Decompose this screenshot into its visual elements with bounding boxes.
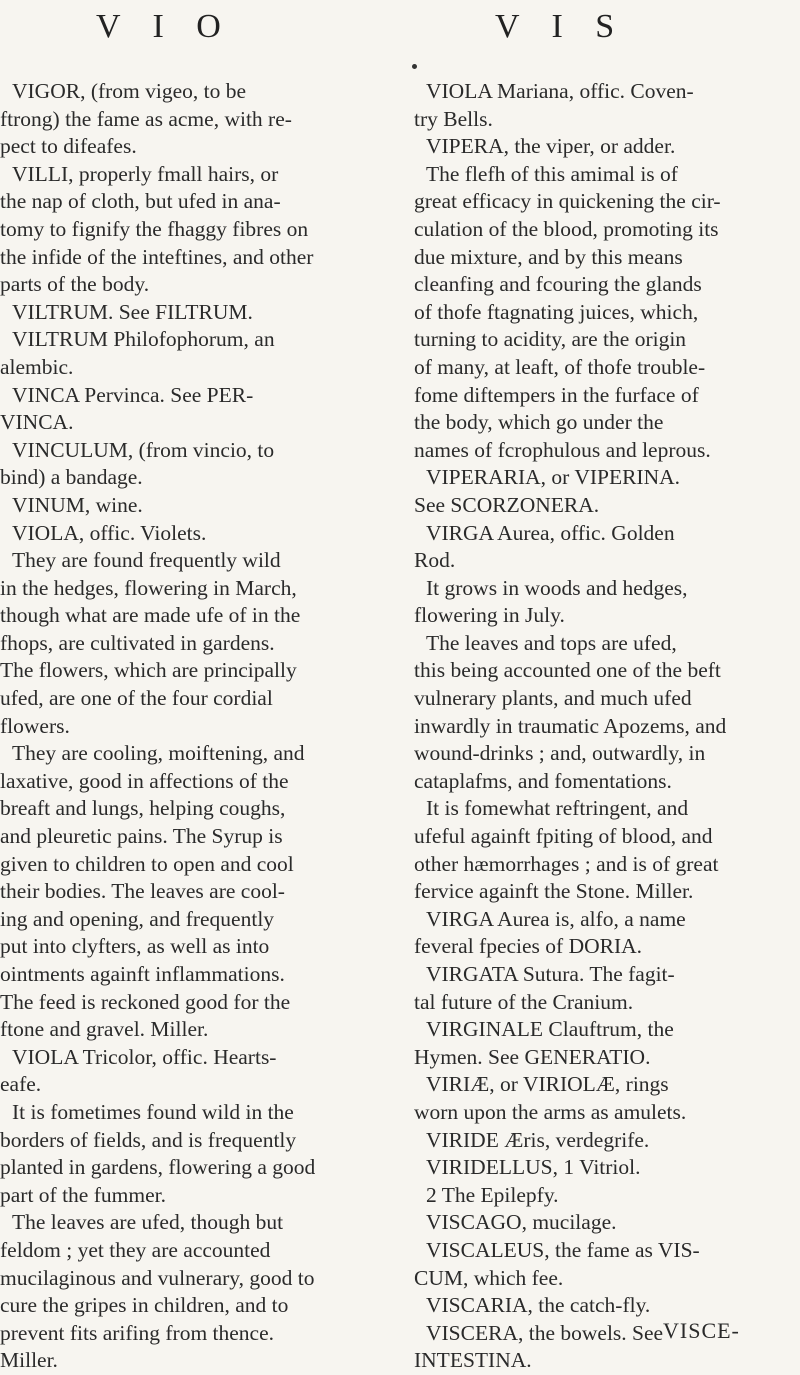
- text-line: VIRIDELLUS, 1 Vitriol.: [426, 1155, 641, 1180]
- running-head-right: V I S: [495, 8, 627, 45]
- running-head-left: V I O: [96, 8, 233, 45]
- text-line: VIPERA, the viper, or adder.: [426, 134, 676, 159]
- text-line: pect to difeafes.: [0, 134, 137, 159]
- text-line: The leaves are ufed, though but: [12, 1210, 284, 1235]
- text-line: prevent fits arifing from thence.: [0, 1320, 275, 1345]
- text-line: the body, which go under the: [414, 410, 664, 435]
- text-line: cure the gripes in children, and to: [0, 1293, 289, 1318]
- text-line: VINCA Pervinca. See PER-: [12, 382, 254, 407]
- text-line: VILTRUM. See FILTRUM.: [12, 299, 253, 324]
- text-line: bind) a bandage.: [0, 465, 143, 490]
- text-line: VIRGA Aurea, offic. Golden: [426, 520, 675, 545]
- text-line: VINCULUM, (from vincio, to: [12, 437, 275, 462]
- text-line: VIRIDE Æris, verdegrife.: [426, 1127, 650, 1152]
- text-line: Miller.: [0, 1348, 58, 1373]
- text-line: ing and opening, and frequently: [0, 906, 275, 931]
- text-line: VIRIÆ, or VIRIOLÆ, rings: [426, 1072, 669, 1097]
- text-line: The flowers, which are principally: [0, 658, 297, 683]
- left-column: [0, 78, 384, 1375]
- text-line: See SCORZONERA.: [414, 492, 600, 517]
- text-line: VIOLA Tricolor, offic. Hearts-: [12, 1044, 277, 1069]
- text-line: VIOLA, offic. Violets.: [12, 520, 207, 545]
- text-line: feveral fpecies of DORIA.: [414, 934, 643, 959]
- text-line: VIRGATA Sutura. The fagit-: [426, 962, 675, 986]
- text-line: due mixture, and by this means: [414, 244, 683, 269]
- text-line: VISCARIA, the catch-fly.: [426, 1293, 651, 1318]
- text-line: this being accounted one of the beft: [414, 658, 721, 683]
- text-line: names of fcrophulous and leprous.: [414, 437, 711, 462]
- text-line: INTESTINA.: [414, 1348, 532, 1373]
- text-line: part of the fummer.: [0, 1182, 166, 1207]
- text-line: VIGOR, (from vigeo, to be: [12, 79, 247, 103]
- text-line: the nap of cloth, but ufed in ana-: [0, 189, 281, 214]
- text-line: eafe.: [0, 1072, 42, 1097]
- text-line: tomy to fignify the fhaggy fibres on: [0, 216, 309, 241]
- text-line: Rod.: [414, 548, 456, 573]
- text-line: fervice againft the Stone. Miller.: [414, 879, 694, 904]
- printer-dot: [412, 64, 417, 69]
- text-line: tal future of the Cranium.: [414, 989, 634, 1014]
- text-line: It is fometimes found wild in the: [12, 1099, 294, 1124]
- text-line: though what are made ufe of in the: [0, 603, 301, 628]
- text-line: VISCALEUS, the fame as VIS-: [426, 1237, 700, 1262]
- text-line: laxative, good in affections of the: [0, 768, 289, 793]
- text-line: inwardly in traumatic Apozems, and: [414, 713, 727, 738]
- text-line: the infide of the inteftines, and other: [0, 244, 314, 269]
- text-line: 2 The Epilepfy.: [426, 1182, 559, 1207]
- text-line: CUM, which fee.: [414, 1265, 564, 1290]
- text-line: They are found frequently wild: [12, 548, 281, 573]
- text-line: parts of the body.: [0, 272, 150, 297]
- text-line: mucilaginous and vulnerary, good to: [0, 1265, 315, 1290]
- text-line: and pleuretic pains. The Syrup is: [0, 824, 283, 849]
- text-line: given to children to open and cool: [0, 851, 294, 876]
- text-line: VILTRUM Philofophorum, an: [12, 327, 275, 352]
- text-line: VIRGINALE Clauftrum, the: [426, 1017, 674, 1042]
- text-line: VILLI, properly fmall hairs, or: [12, 161, 279, 186]
- text-line: ufeful againft fpiting of blood, and: [414, 824, 713, 849]
- text-line: Hymen. See GENERATIO.: [414, 1044, 651, 1069]
- text-line: The leaves and tops are ufed,: [426, 630, 677, 655]
- text-line: VISCERA, the bowels. See: [426, 1320, 664, 1345]
- text-line: ointments againft inflammations.: [0, 962, 285, 986]
- text-line: VINCA.: [0, 410, 74, 435]
- text-line: cataplafms, and fomentations.: [414, 768, 672, 793]
- text-line: The flefh of this amimal is of: [426, 161, 678, 186]
- text-line: cleanfing and fcouring the glands: [414, 272, 702, 297]
- text-line: culation of the blood, promoting its: [414, 216, 719, 241]
- text-line: VIRGA Aurea is, alfo, a name: [426, 906, 686, 931]
- text-line: ufed, are one of the four cordial: [0, 686, 273, 711]
- text-line: vulnerary plants, and much ufed: [414, 686, 692, 711]
- text-line: fhops, are cultivated in gardens.: [0, 630, 275, 655]
- text-line: turning to acidity, are the origin: [414, 327, 687, 352]
- text-line: try Bells.: [414, 106, 493, 131]
- text-line: flowering in July.: [414, 603, 565, 628]
- text-line: flowers.: [0, 713, 70, 738]
- text-line: their bodies. The leaves are cool-: [0, 879, 285, 904]
- right-column: [414, 78, 790, 1375]
- text-line: other hæmorrhages ; and is of great: [414, 851, 719, 876]
- text-line: It is fomewhat reftringent, and: [426, 796, 689, 821]
- text-line: The feed is reckoned good for the: [0, 989, 291, 1014]
- text-line: It grows in woods and hedges,: [426, 575, 688, 600]
- text-line: They are cooling, moiftening, and: [12, 741, 305, 766]
- text-line: of many, at leaft, of thofe trouble-: [414, 354, 706, 379]
- text-line: breaft and lungs, helping coughs,: [0, 796, 286, 821]
- text-line: VISCAGO, mucilage.: [426, 1210, 617, 1235]
- text-line: VIOLA Mariana, offic. Coven-: [426, 79, 694, 103]
- text-line: feldom ; yet they are accounted: [0, 1237, 271, 1262]
- catchword: VISCE-: [663, 1318, 740, 1343]
- text-line: borders of fields, and is frequently: [0, 1127, 297, 1152]
- text-line: VIPERARIA, or VIPERINA.: [426, 465, 681, 490]
- text-line: great efficacy in quickening the cir-: [414, 189, 721, 214]
- text-line: fome diftempers in the furface of: [414, 382, 699, 407]
- text-line: ftone and gravel. Miller.: [0, 1017, 209, 1042]
- text-line: alembic.: [0, 354, 74, 379]
- text-line: VINUM, wine.: [12, 492, 143, 517]
- text-line: put into clyfters, as well as into: [0, 934, 270, 959]
- text-line: wound-drinks ; and, outwardly, in: [414, 741, 706, 766]
- text-line: ftrong) the fame as acme, with re-: [0, 106, 292, 131]
- text-line: worn upon the arms as amulets.: [414, 1099, 687, 1124]
- text-line: of thofe ftagnating juices, which,: [414, 299, 699, 324]
- text-line: in the hedges, flowering in March,: [0, 575, 297, 600]
- text-line: planted in gardens, flowering a good: [0, 1155, 316, 1180]
